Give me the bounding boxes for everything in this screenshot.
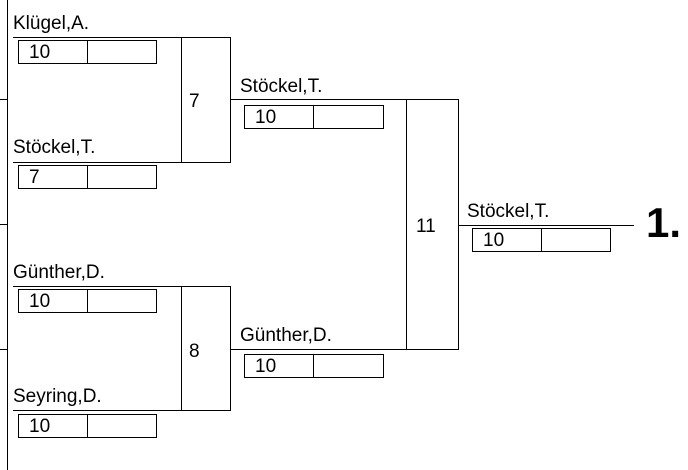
player-name: Stöckel,T.: [13, 137, 96, 158]
match-box-top: [181, 37, 231, 38]
entry-line: [230, 99, 407, 100]
match-box-left: [406, 99, 407, 350]
match-box-right: [230, 37, 231, 163]
score-box: [18, 289, 157, 313]
score-cell: [19, 415, 88, 437]
entry-line: [13, 37, 181, 38]
match-box-bottom: [181, 410, 231, 411]
entry-line: [13, 162, 181, 163]
score-cell-empty: [88, 41, 156, 63]
score-cell-empty: [314, 355, 383, 377]
score-box: [18, 40, 157, 64]
player-name: Günther,D.: [240, 325, 332, 346]
match-number: 8: [189, 341, 200, 362]
score-cell-empty: [88, 415, 156, 437]
match-number: 11: [416, 216, 436, 237]
score-cell: [473, 229, 542, 251]
match-box-top: [181, 286, 231, 287]
score-cell-empty: [314, 106, 383, 128]
score-value: 10: [29, 42, 51, 63]
score-value: 10: [483, 230, 505, 251]
winner-name: Stöckel,T.: [467, 201, 550, 222]
match-box-top: [406, 99, 459, 100]
score-cell-empty: [88, 290, 156, 312]
match-box-bottom: [181, 162, 231, 163]
score-value: 10: [255, 107, 277, 128]
match-box-left: [181, 37, 182, 163]
margin-tick: [0, 349, 8, 350]
entry-line: [230, 349, 407, 350]
score-box: [18, 165, 157, 189]
score-cell: [245, 106, 314, 128]
left-margin-line: [7, 0, 8, 470]
winner-line: [458, 225, 634, 226]
score-cell-empty: [88, 166, 156, 188]
score-box: [244, 354, 384, 378]
player-name: Günther,D.: [13, 262, 105, 283]
entry-line: [13, 286, 181, 287]
score-value: 10: [255, 356, 277, 377]
score-value: 10: [29, 291, 51, 312]
entry-line: [13, 410, 181, 411]
score-value: 10: [29, 416, 51, 437]
score-cell: [19, 41, 88, 63]
margin-tick: [0, 224, 8, 225]
match-box-left: [181, 286, 182, 411]
margin-tick: [0, 99, 8, 100]
score-box: [472, 228, 611, 252]
score-box: [18, 414, 157, 438]
match-box-bottom: [406, 349, 459, 350]
match-number: 7: [189, 91, 200, 112]
place-label: 1.: [646, 199, 682, 246]
score-cell: [19, 290, 88, 312]
score-box: [244, 105, 384, 129]
score-value: 7: [29, 167, 40, 188]
player-name: Klügel,A.: [13, 13, 90, 34]
score-cell: [245, 355, 314, 377]
player-name: Seyring,D.: [13, 386, 102, 407]
score-cell-empty: [542, 229, 610, 251]
score-cell: [19, 166, 88, 188]
player-name: Stöckel,T.: [240, 76, 323, 97]
